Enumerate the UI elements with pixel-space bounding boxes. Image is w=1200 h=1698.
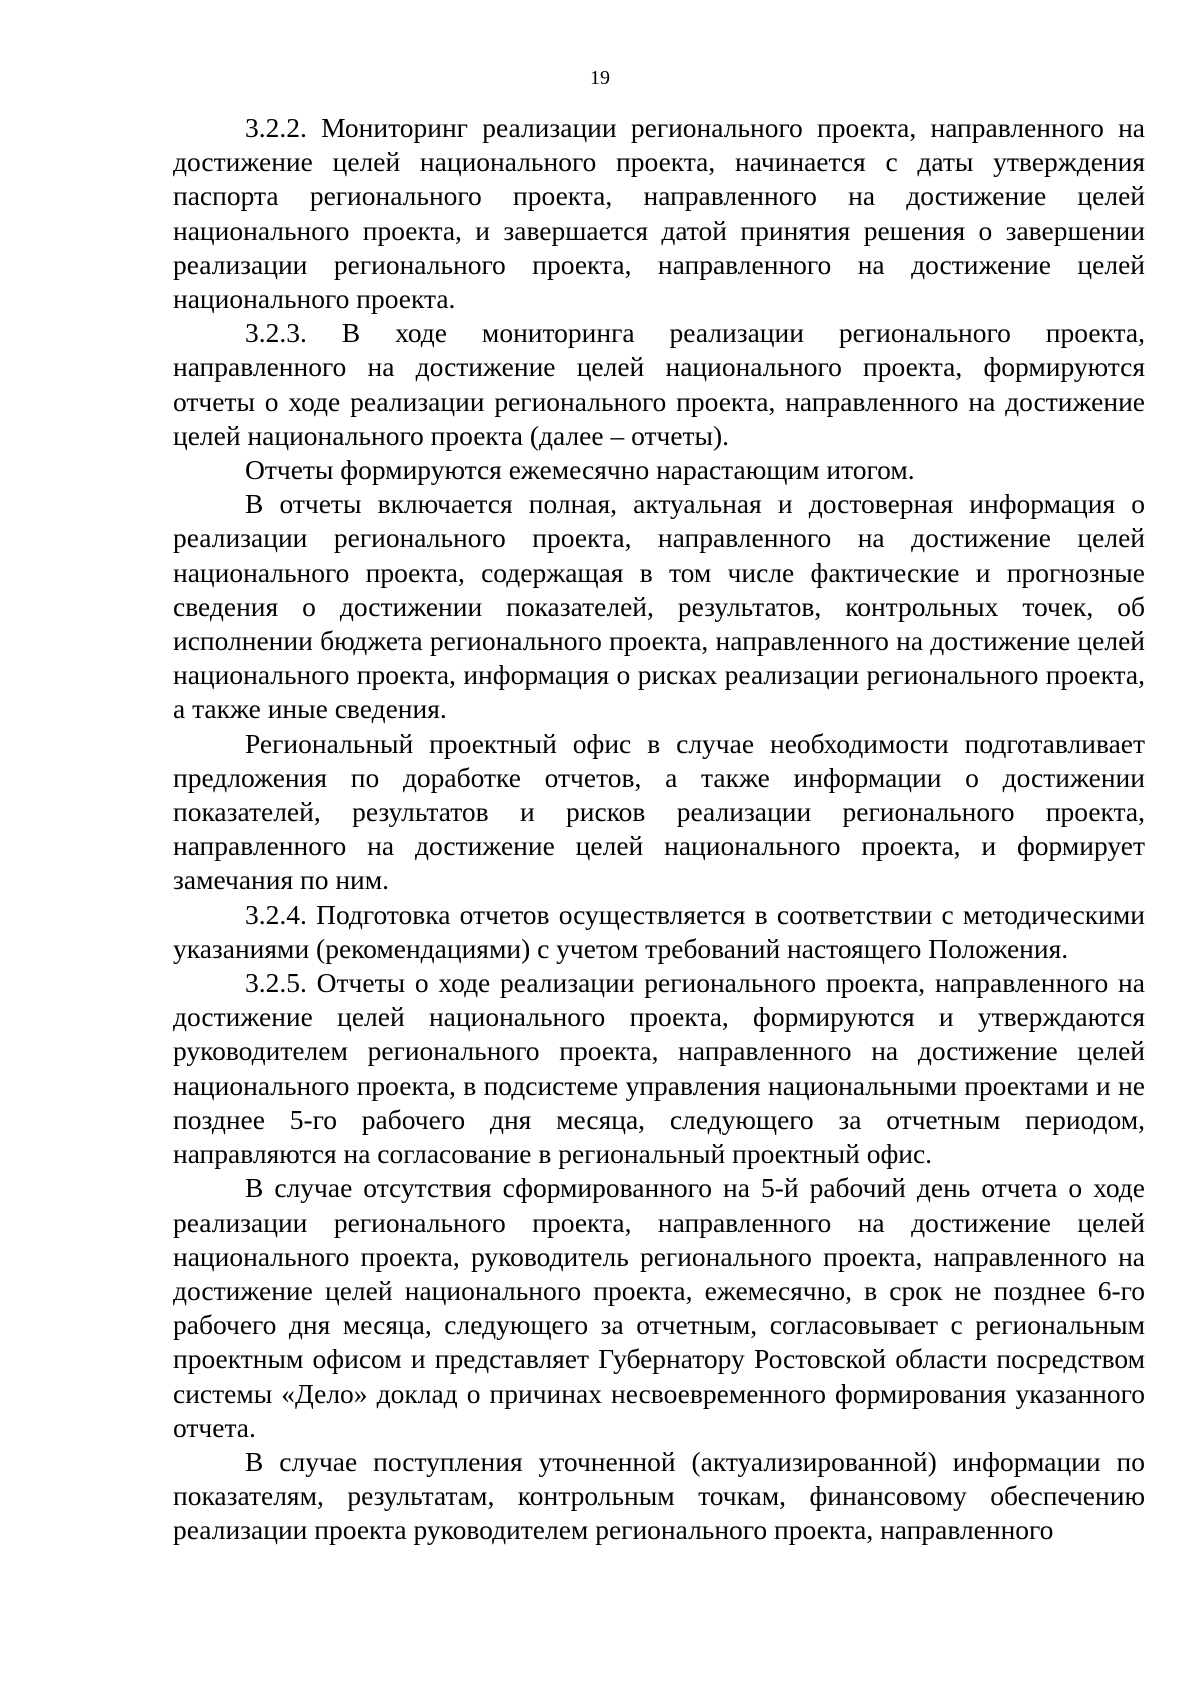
- paragraph-report-contents: В отчеты включается полная, актуальная и достоверная информация о реализации регионального проекта, направленного на достижение целей национального проекта, содержащая в том числе фактические и прогнозные сведения о достижении показателей, результатов, контрольных точек, об исполнении бюджета регионального проекта, направленного на достижение целей национального проекта, информация о рисках реализации регионального проекта, а также иные сведения.: [173, 488, 1145, 725]
- paragraph-3-2-3: 3.2.3. В ходе мониторинга реализации регионального проекта, направленного на достижение целей национального проекта, формируются отчеты о ходе реализации регионального проекта, направленного на достижение целей национального проекта (далее – отчеты).: [173, 317, 1145, 451]
- page-number: 19: [590, 67, 610, 89]
- paragraph-3-2-2: 3.2.2. Мониторинг реализации регионального проекта, направленного на достижение целей национального проекта, начинается с даты утверждения паспорта регионального проекта, направленного на достижение целей национального проекта, и завершается датой принятия решения о завершении реализации регионального проекта, направленного на достижение целей национального проекта.: [173, 112, 1145, 315]
- document-body: [173, 111, 1145, 1548]
- paragraph-3-2-5: 3.2.5. Отчеты о ходе реализации регионального проекта, направленного на достижение целей национального проекта, формируются и утверждаются руководителем регионального проекта, направленного на достижение целей национального проекта, в подсистеме управления национальными проектами и не позднее 5-го рабочего дня месяца, следующего за отчетным периодом, направляются на согласование в региональный проектный офис.: [173, 967, 1145, 1170]
- paragraph-updated-info: В случае поступления уточненной (актуализированной) информации по показателям, результатам, контрольным точкам, финансовому обеспечению реализации проекта руководителем регионального проекта, направленного: [173, 1445, 1145, 1546]
- paragraph-missing-report: В случае отсутствия сформированного на 5-й рабочий день отчета о ходе реализации регионального проекта, направленного на достижение целей национального проекта, руководитель регионального проекта, направленного на достижение целей национального проекта, ежемесячно, в срок не позднее 6-го рабочего дня месяца, следующего за отчетным, согласовывает с региональным проектным офисом и представляет Губернатору Ростовской области посредством системы «Дело» доклад о причинах несвоевременного формирования указанного отчета.: [173, 1172, 1145, 1443]
- paragraph-project-office: Региональный проектный офис в случае необходимости подготавливает предложения по доработке отчетов, а также информации о достижении показателей, результатов и рисков реализации регионального проекта, направленного на достижение целей национального проекта, и формирует замечания по ним.: [173, 727, 1145, 896]
- paragraph-monthly-reports: Отчеты формируются ежемесячно нарастающим итогом.: [245, 454, 915, 486]
- paragraph-3-2-4: 3.2.4. Подготовка отчетов осуществляется в соответствии с методическими указаниями (рекомендациями) с учетом требований настоящего Положения.: [173, 898, 1145, 964]
